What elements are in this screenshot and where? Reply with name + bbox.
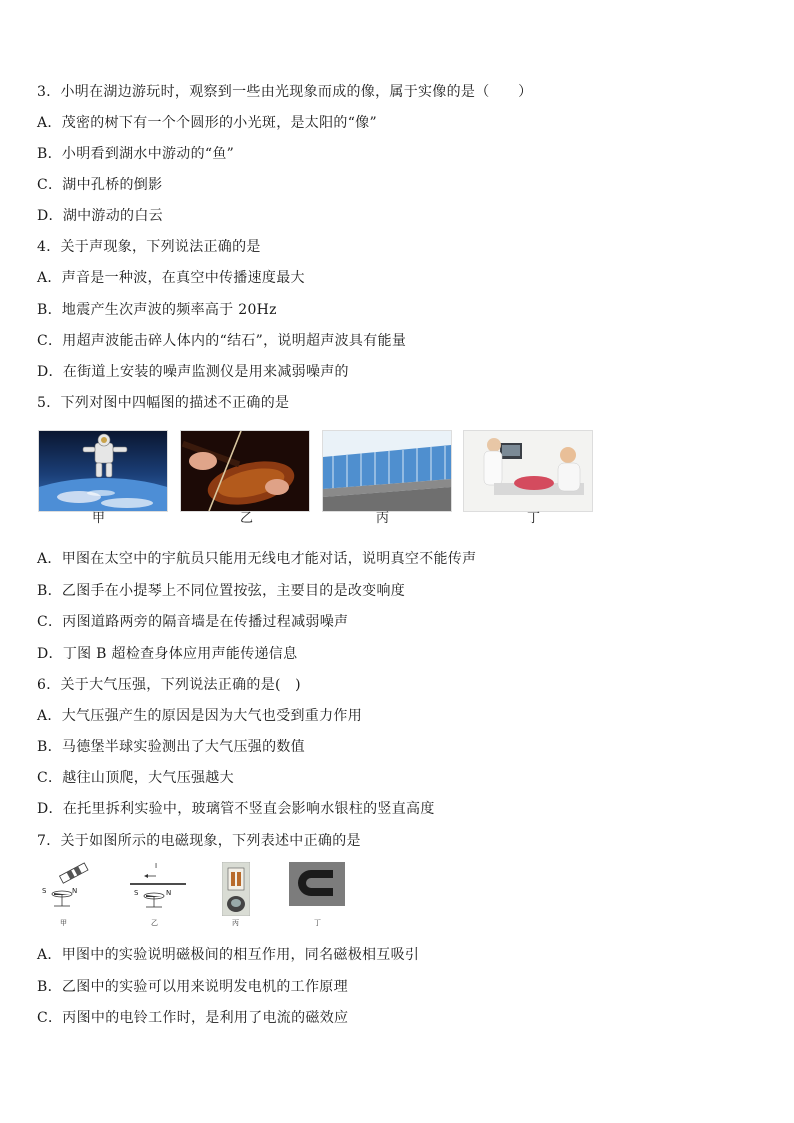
figure-ding-caption: 丁: [314, 919, 321, 927]
q3-stem: 3．小明在湖边游玩时，观察到一些由光现象而成的像，属于实像的是（ ）: [37, 84, 533, 100]
electric-bell-figure: [222, 862, 250, 920]
q7-stem: 7．关于如图所示的电磁现象，下列表述中正确的是: [37, 833, 361, 849]
q6-option-c: C．越往山顶爬，大气压强越大: [37, 770, 234, 786]
q5-option-c: C．丙图道路两旁的隔音墙是在传播过程减弱噪声: [37, 614, 349, 630]
photo-caption-ding: 丁: [527, 511, 541, 526]
q5-option-d: D．丁图 B 超检查身体应用声能传递信息: [37, 646, 298, 662]
q6-stem: 6．关于大气压强，下列说法正确的是( ): [37, 677, 301, 693]
q4-option-d: D．在街道上安装的噪声监测仪是用来减弱噪声的: [37, 364, 349, 380]
q4-option-a: A．声音是一种波，在真空中传播速度最大: [37, 270, 305, 286]
figure-bing-caption: 丙: [232, 919, 239, 927]
figure-yi-label-s: S: [134, 889, 139, 897]
q7-option-c: C．丙图中的电铃工作时，是利用了电流的磁效应: [37, 1010, 349, 1026]
q3-option-c: C．湖中孔桥的倒影: [37, 177, 163, 193]
sound-barrier-photo: [322, 430, 452, 512]
ultrasound-photo: [463, 430, 593, 512]
q3-option-d: D．湖中游动的白云: [37, 208, 163, 224]
wire-compass-figure: [128, 862, 188, 916]
q4-stem: 4．关于声现象，下列说法正确的是: [37, 239, 261, 255]
figure-yi-label-i: I: [155, 862, 158, 870]
figure-yi-caption: 乙: [151, 919, 158, 927]
figure-jia-caption: 甲: [60, 919, 67, 927]
photo-caption-jia: 甲: [92, 511, 106, 526]
astronaut-photo: [38, 430, 168, 512]
magnet-compass-figure: [38, 862, 98, 916]
q6-option-a: A．大气压强产生的原因是因为大气也受到重力作用: [37, 708, 363, 724]
q4-option-b: B．地震产生次声波的频率高于 20Hz: [37, 302, 277, 318]
figure-yi-label-n: N: [166, 889, 172, 897]
q5-stem: 5．下列对图中四幅图的描述不正确的是: [37, 395, 290, 411]
figure-jia-label-s: S: [42, 887, 47, 895]
q5-option-b: B．乙图手在小提琴上不同位置按弦，主要目的是改变响度: [37, 583, 406, 599]
figure-jia-label-n: N: [72, 887, 78, 895]
q3-option-b: B．小明看到湖水中游动的“鱼”: [37, 146, 235, 162]
q6-option-b: B．马德堡半球实验测出了大气压强的数值: [37, 739, 305, 755]
q4-option-c: C．用超声波能击碎人体内的“结石”，说明超声波具有能量: [37, 333, 407, 349]
q7-option-b: B．乙图中的实验可以用来说明发电机的工作原理: [37, 979, 348, 995]
violin-photo: [180, 430, 310, 512]
q5-option-a: A．甲图在太空中的宇航员只能用无线电才能对话，说明真空不能传声: [37, 551, 477, 567]
q6-option-d: D．在托里拆利实验中，玻璃管不竖直会影响水银柱的竖直高度: [37, 801, 435, 817]
q3-option-a: A．茂密的树下有一个个圆形的小光斑，是太阳的“像”: [37, 115, 377, 131]
q7-option-a: A．甲图中的实验说明磁极间的相互作用，同名磁极相互吸引: [37, 947, 420, 963]
u-magnet-figure: [289, 862, 345, 910]
photo-caption-yi: 乙: [240, 511, 254, 526]
photo-caption-bing: 丙: [376, 511, 390, 526]
